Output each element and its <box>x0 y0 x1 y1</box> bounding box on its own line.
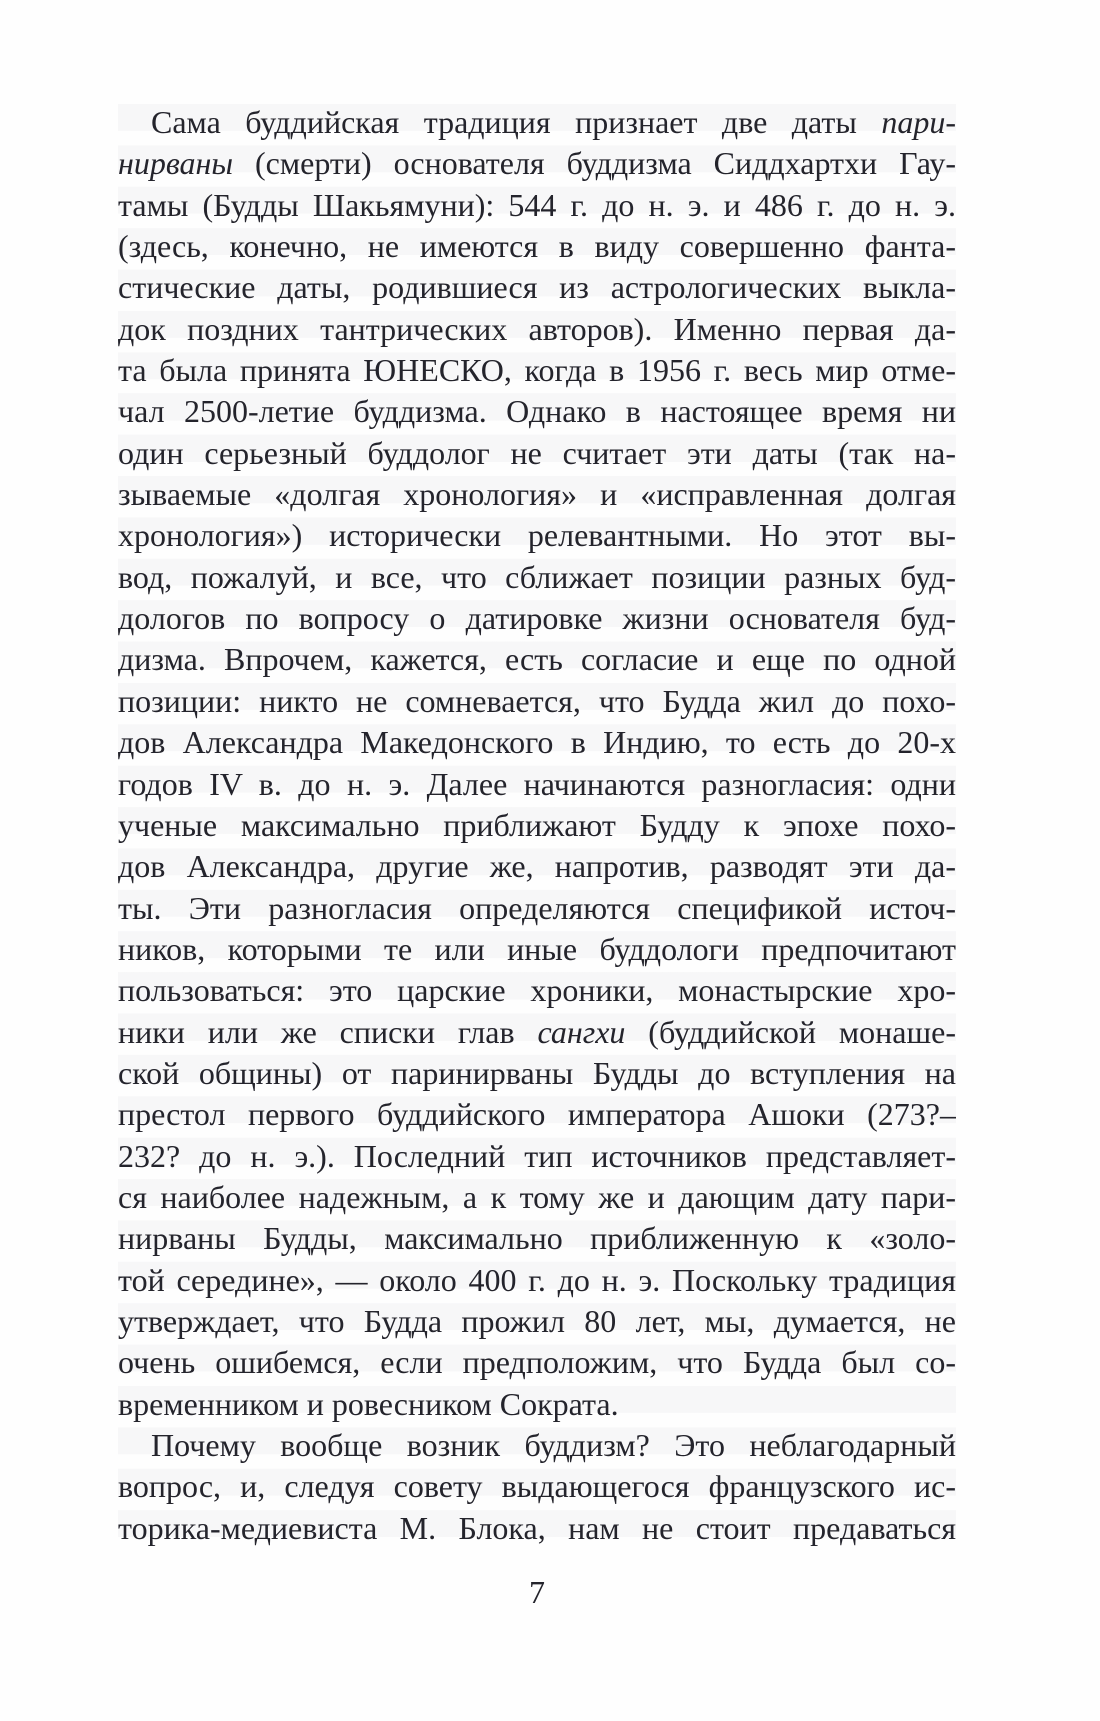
italic-term: сангхи <box>537 1013 626 1050</box>
italic-term: пари- <box>881 104 956 140</box>
text-segment: вод, пожалуй, и все, что сближает позиции разных буд- <box>118 558 956 595</box>
text-segment: (смерти) основателя буддизма Сиддхартхи Гау- <box>233 145 956 182</box>
text-segment: ся наиболее надежным, а к тому же и дающим дату пари- <box>118 1178 956 1215</box>
text-line <box>118 185 956 226</box>
text-block <box>118 102 956 1549</box>
text-line <box>118 1301 956 1342</box>
text-segment: стические даты, родившиеся из астрологических выкла- <box>118 269 956 306</box>
text-line <box>118 1466 956 1507</box>
text-segment: один серьезный буддолог не считает эти даты (так на- <box>118 434 956 471</box>
text-segment: (здесь, конечно, не имеются в виду совершенно фанта- <box>118 228 956 265</box>
text-line <box>118 515 956 556</box>
text-segment: док поздних тантрических авторов). Именно первая да- <box>118 310 956 347</box>
text-line <box>118 102 956 143</box>
text-segment: временником и ровесником Сократа. <box>118 1385 619 1422</box>
text-segment: Сама буддийская традиция признает две даты <box>151 104 882 140</box>
text-line <box>118 1425 956 1466</box>
text-segment: ты. Эти разногласия определяются спецификой источ- <box>118 889 956 926</box>
text-segment: 232? до н. э.). Последний тип источников представляет- <box>118 1137 956 1174</box>
text-segment: дов Александра, другие же, напротив, разводят эти да- <box>118 848 956 885</box>
text-line <box>118 391 956 432</box>
text-line <box>118 970 956 1011</box>
text-line <box>118 433 956 474</box>
text-segment: дологов по вопросу о датировке жизни основателя буд- <box>118 600 956 637</box>
text-segment: престол первого буддийского императора Ашоки (273?– <box>118 1096 956 1133</box>
text-line <box>118 309 956 350</box>
text-line <box>118 764 956 805</box>
text-segment: ской общины) от паринирваны Будды до вступления на <box>118 1054 956 1091</box>
text-segment: нирваны Будды, максимально приближенную к «золо- <box>118 1220 956 1257</box>
text-line <box>118 350 956 391</box>
text-line <box>118 805 956 846</box>
text-segment: торика-медиевиста М. Блока, нам не стоит предаваться <box>118 1509 956 1546</box>
text-segment: очень ошибемся, если предположим, что Будда был со- <box>118 1344 956 1381</box>
text-line <box>118 681 956 722</box>
text-segment: вопрос, и, следуя совету выдающегося французского ис- <box>118 1468 956 1505</box>
text-segment: годов IV в. до н. э. Далее начинаются разногласия: одни <box>118 765 956 802</box>
text-line <box>118 474 956 515</box>
text-segment: тамы (Будды Шакьямуни): 544 г. до н. э. и 486 г. до н. э. <box>118 186 956 223</box>
text-line <box>118 1177 956 1218</box>
text-line <box>118 1384 956 1425</box>
text-segment: позиции: никто не сомневается, что Будда жил до похо- <box>118 682 956 719</box>
text-segment: та была принята ЮНЕСКО, когда в 1956 г. весь мир отме- <box>118 352 956 389</box>
text-line <box>118 1508 956 1549</box>
text-segment: утверждает, что Будда прожил 80 лет, мы, думается, не <box>118 1302 956 1339</box>
text-segment: (буддийской монаше- <box>625 1013 956 1050</box>
text-line <box>118 1012 956 1053</box>
text-line <box>118 1260 956 1301</box>
text-segment: Почему вообще возник буддизм? Это неблагодарный <box>151 1427 956 1463</box>
text-line <box>118 557 956 598</box>
text-line <box>118 267 956 308</box>
italic-term: нирваны <box>118 145 234 182</box>
text-line <box>118 722 956 763</box>
text-segment: ученые максимально приближают Будду к эпохе похо- <box>118 806 956 843</box>
text-segment: чал 2500-летие буддизма. Однако в настоящее время ни <box>118 393 956 430</box>
text-segment: зываемые «долгая хронология» и «исправленная долгая <box>118 476 956 513</box>
text-segment: ников, которыми те или иные буддологи предпочитают <box>118 930 956 967</box>
text-line <box>118 846 956 887</box>
page-number: 7 <box>529 1574 545 1610</box>
text-line <box>118 1136 956 1177</box>
text-line <box>118 598 956 639</box>
text-segment: дизма. Впрочем, кажется, есть согласие и еще по одной <box>118 641 956 678</box>
text-segment: хронология») исторически релевантными. Но этот вы- <box>118 517 956 554</box>
text-line <box>118 1094 956 1135</box>
text-line <box>118 639 956 680</box>
text-line <box>118 1218 956 1259</box>
text-segment: ники или же списки глав <box>118 1013 538 1050</box>
text-line <box>118 1053 956 1094</box>
text-segment: пользоваться: это царские хроники, монастырские хро- <box>118 972 956 1009</box>
text-line <box>118 226 956 267</box>
text-line <box>118 143 956 184</box>
text-line <box>118 888 956 929</box>
text-line <box>118 1342 956 1383</box>
text-segment: дов Александра Македонского в Индию, то есть до 20-х <box>118 724 956 761</box>
text-line <box>118 929 956 970</box>
text-segment: той середине», — около 400 г. до н. э. Поскольку традиция <box>118 1261 956 1298</box>
